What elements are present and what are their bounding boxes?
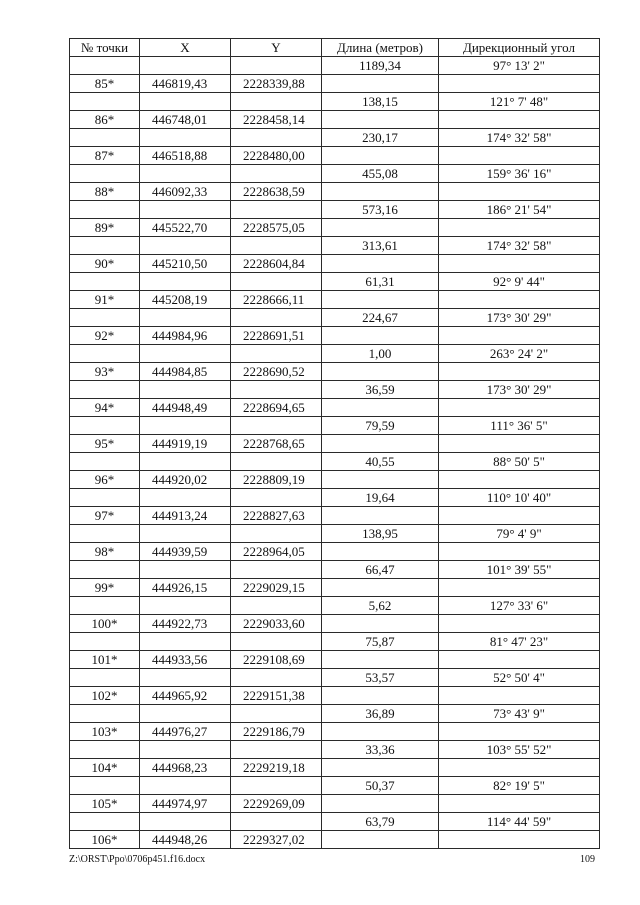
point-number-cell: 92*	[70, 327, 140, 345]
angle-cell: 92° 9' 44"	[439, 273, 600, 291]
point-number-cell: 91*	[70, 291, 140, 309]
angle-cell	[439, 759, 600, 777]
angle-cell	[439, 795, 600, 813]
point-number-cell: 104*	[70, 759, 140, 777]
x-cell: 444965,92	[140, 687, 231, 705]
segment-row	[70, 777, 600, 795]
point-row	[70, 255, 600, 273]
point-number-cell: 85*	[70, 75, 140, 93]
angle-cell: 159° 36' 16"	[439, 165, 600, 183]
x-cell	[140, 201, 231, 219]
x-cell: 444974,97	[140, 795, 231, 813]
length-cell	[322, 147, 439, 165]
x-cell	[140, 417, 231, 435]
angle-cell: 263° 24' 2"	[439, 345, 600, 363]
y-cell	[231, 201, 322, 219]
length-cell	[322, 651, 439, 669]
point-number-cell: 88*	[70, 183, 140, 201]
point-number-cell	[70, 417, 140, 435]
y-cell	[231, 57, 322, 75]
angle-cell	[439, 615, 600, 633]
point-row	[70, 435, 600, 453]
x-cell	[140, 381, 231, 399]
length-cell: 36,89	[322, 705, 439, 723]
table-header	[70, 39, 600, 57]
angle-cell: 81° 47' 23"	[439, 633, 600, 651]
angle-cell: 101° 39' 55"	[439, 561, 600, 579]
segment-row	[70, 813, 600, 831]
x-cell	[140, 813, 231, 831]
segment-row	[70, 669, 600, 687]
angle-cell: 79° 4' 9"	[439, 525, 600, 543]
angle-cell: 111° 36' 5"	[439, 417, 600, 435]
x-cell	[140, 669, 231, 687]
y-cell: 2228604,84	[231, 255, 322, 273]
y-cell	[231, 453, 322, 471]
point-number-cell: 100*	[70, 615, 140, 633]
length-cell	[322, 507, 439, 525]
length-cell: 19,64	[322, 489, 439, 507]
y-cell: 2229029,15	[231, 579, 322, 597]
length-cell: 313,61	[322, 237, 439, 255]
y-cell: 2228458,14	[231, 111, 322, 129]
angle-cell: 127° 33' 6"	[439, 597, 600, 615]
point-number-cell: 106*	[70, 831, 140, 849]
y-cell: 2229186,79	[231, 723, 322, 741]
point-number-cell	[70, 669, 140, 687]
point-row	[70, 651, 600, 669]
point-row	[70, 147, 600, 165]
length-cell	[322, 219, 439, 237]
length-cell	[322, 615, 439, 633]
x-cell: 445208,19	[140, 291, 231, 309]
x-cell: 445210,50	[140, 255, 231, 273]
angle-cell	[439, 219, 600, 237]
y-cell	[231, 633, 322, 651]
y-cell	[231, 705, 322, 723]
point-row	[70, 471, 600, 489]
x-cell: 446748,01	[140, 111, 231, 129]
x-cell	[140, 129, 231, 147]
y-cell	[231, 669, 322, 687]
length-cell	[322, 471, 439, 489]
segment-row	[70, 561, 600, 579]
angle-cell: 173° 30' 29"	[439, 309, 600, 327]
length-cell	[322, 435, 439, 453]
angle-cell: 97° 13' 2"	[439, 57, 600, 75]
x-cell: 444913,24	[140, 507, 231, 525]
y-cell: 2228964,05	[231, 543, 322, 561]
length-cell: 138,15	[322, 93, 439, 111]
point-number-cell: 95*	[70, 435, 140, 453]
length-cell: 1189,34	[322, 57, 439, 75]
y-cell: 2229327,02	[231, 831, 322, 849]
length-cell: 36,59	[322, 381, 439, 399]
point-number-cell: 94*	[70, 399, 140, 417]
y-cell	[231, 93, 322, 111]
length-cell	[322, 183, 439, 201]
y-cell	[231, 561, 322, 579]
angle-cell: 114° 44' 59"	[439, 813, 600, 831]
point-row	[70, 111, 600, 129]
angle-cell	[439, 255, 600, 273]
y-cell: 2228694,65	[231, 399, 322, 417]
segment-row	[70, 741, 600, 759]
point-number-cell: 103*	[70, 723, 140, 741]
point-row	[70, 183, 600, 201]
x-cell	[140, 561, 231, 579]
angle-cell	[439, 75, 600, 93]
point-number-cell	[70, 57, 140, 75]
length-cell	[322, 75, 439, 93]
x-cell: 444948,26	[140, 831, 231, 849]
point-number-cell	[70, 597, 140, 615]
point-number-cell: 97*	[70, 507, 140, 525]
angle-cell	[439, 723, 600, 741]
length-cell: 50,37	[322, 777, 439, 795]
point-number-cell	[70, 129, 140, 147]
segment-row	[70, 93, 600, 111]
x-cell: 446092,33	[140, 183, 231, 201]
point-row	[70, 759, 600, 777]
length-cell	[322, 723, 439, 741]
point-number-cell: 98*	[70, 543, 140, 561]
length-cell: 573,16	[322, 201, 439, 219]
segment-row	[70, 525, 600, 543]
footer-page-number: 109	[580, 854, 595, 865]
point-number-cell	[70, 813, 140, 831]
point-row	[70, 687, 600, 705]
length-cell: 455,08	[322, 165, 439, 183]
point-number-cell	[70, 633, 140, 651]
length-cell: 230,17	[322, 129, 439, 147]
y-cell: 2228827,63	[231, 507, 322, 525]
length-cell	[322, 111, 439, 129]
y-cell	[231, 309, 322, 327]
header-row	[70, 39, 600, 57]
length-cell	[322, 327, 439, 345]
x-cell: 445522,70	[140, 219, 231, 237]
angle-cell	[439, 831, 600, 849]
y-cell	[231, 813, 322, 831]
y-cell: 2228666,11	[231, 291, 322, 309]
length-cell	[322, 291, 439, 309]
x-cell	[140, 165, 231, 183]
point-row	[70, 543, 600, 561]
length-cell: 224,67	[322, 309, 439, 327]
segment-row	[70, 57, 600, 75]
segment-row	[70, 633, 600, 651]
y-cell: 2229151,38	[231, 687, 322, 705]
point-number-cell	[70, 741, 140, 759]
point-number-cell	[70, 165, 140, 183]
y-cell: 2228768,65	[231, 435, 322, 453]
y-cell	[231, 741, 322, 759]
angle-cell: 52° 50' 4"	[439, 669, 600, 687]
y-cell	[231, 525, 322, 543]
length-cell: 66,47	[322, 561, 439, 579]
y-cell	[231, 129, 322, 147]
x-cell: 444939,59	[140, 543, 231, 561]
length-cell	[322, 831, 439, 849]
x-cell: 444968,23	[140, 759, 231, 777]
length-cell	[322, 759, 439, 777]
length-cell	[322, 399, 439, 417]
point-row	[70, 75, 600, 93]
angle-cell	[439, 291, 600, 309]
length-cell: 5,62	[322, 597, 439, 615]
angle-cell	[439, 399, 600, 417]
length-cell	[322, 795, 439, 813]
x-cell	[140, 777, 231, 795]
point-number-cell: 105*	[70, 795, 140, 813]
segment-row	[70, 597, 600, 615]
y-cell	[231, 165, 322, 183]
point-row	[70, 795, 600, 813]
angle-cell: 173° 30' 29"	[439, 381, 600, 399]
y-cell: 2228638,59	[231, 183, 322, 201]
segment-row	[70, 165, 600, 183]
x-cell	[140, 597, 231, 615]
y-cell: 2229269,09	[231, 795, 322, 813]
x-cell: 446819,43	[140, 75, 231, 93]
point-number-cell: 99*	[70, 579, 140, 597]
angle-cell: 174° 32' 58"	[439, 237, 600, 255]
angle-cell: 103° 55' 52"	[439, 741, 600, 759]
x-cell	[140, 57, 231, 75]
angle-cell: 88° 50' 5"	[439, 453, 600, 471]
angle-cell	[439, 183, 600, 201]
y-cell	[231, 597, 322, 615]
y-cell	[231, 345, 322, 363]
x-cell: 444920,02	[140, 471, 231, 489]
length-cell	[322, 255, 439, 273]
y-cell: 2229219,18	[231, 759, 322, 777]
point-number-cell	[70, 201, 140, 219]
y-cell	[231, 381, 322, 399]
y-cell: 2228480,00	[231, 147, 322, 165]
x-cell	[140, 489, 231, 507]
point-row	[70, 291, 600, 309]
angle-cell	[439, 507, 600, 525]
y-cell: 2228691,51	[231, 327, 322, 345]
length-cell: 138,95	[322, 525, 439, 543]
segment-row	[70, 273, 600, 291]
length-cell: 79,59	[322, 417, 439, 435]
segment-row	[70, 129, 600, 147]
x-cell: 444922,73	[140, 615, 231, 633]
point-row	[70, 219, 600, 237]
angle-cell	[439, 651, 600, 669]
segment-row	[70, 489, 600, 507]
length-cell: 1,00	[322, 345, 439, 363]
point-number-cell: 90*	[70, 255, 140, 273]
y-cell	[231, 777, 322, 795]
segment-row	[70, 453, 600, 471]
length-cell: 53,57	[322, 669, 439, 687]
point-number-cell	[70, 489, 140, 507]
segment-row	[70, 705, 600, 723]
x-cell	[140, 237, 231, 255]
y-cell: 2229108,69	[231, 651, 322, 669]
point-row	[70, 579, 600, 597]
x-cell: 444926,15	[140, 579, 231, 597]
x-cell	[140, 453, 231, 471]
point-row	[70, 831, 600, 849]
length-cell: 61,31	[322, 273, 439, 291]
angle-cell	[439, 579, 600, 597]
header-angle: Дирекционный угол	[439, 39, 600, 57]
point-number-cell	[70, 453, 140, 471]
length-cell: 40,55	[322, 453, 439, 471]
point-number-cell	[70, 345, 140, 363]
point-row	[70, 327, 600, 345]
y-cell	[231, 417, 322, 435]
y-cell	[231, 489, 322, 507]
point-number-cell	[70, 705, 140, 723]
point-number-cell	[70, 93, 140, 111]
point-number-cell	[70, 273, 140, 291]
angle-cell	[439, 543, 600, 561]
y-cell: 2229033,60	[231, 615, 322, 633]
segment-row	[70, 381, 600, 399]
x-cell	[140, 345, 231, 363]
y-cell: 2228690,52	[231, 363, 322, 381]
y-cell: 2228809,19	[231, 471, 322, 489]
x-cell: 444984,96	[140, 327, 231, 345]
x-cell: 444948,49	[140, 399, 231, 417]
segment-row	[70, 237, 600, 255]
length-cell: 63,79	[322, 813, 439, 831]
header-point-number: № точки	[70, 39, 140, 57]
point-number-cell: 87*	[70, 147, 140, 165]
x-cell: 444919,19	[140, 435, 231, 453]
x-cell	[140, 273, 231, 291]
angle-cell: 174° 32' 58"	[439, 129, 600, 147]
point-row	[70, 507, 600, 525]
length-cell	[322, 543, 439, 561]
coordinates-table	[69, 38, 600, 849]
angle-cell: 186° 21' 54"	[439, 201, 600, 219]
x-cell	[140, 93, 231, 111]
angle-cell	[439, 435, 600, 453]
table-body	[70, 57, 600, 849]
header-length: Длина (метров)	[322, 39, 439, 57]
point-number-cell	[70, 777, 140, 795]
point-number-cell	[70, 237, 140, 255]
length-cell	[322, 579, 439, 597]
y-cell	[231, 237, 322, 255]
point-number-cell: 86*	[70, 111, 140, 129]
x-cell	[140, 525, 231, 543]
point-number-cell	[70, 561, 140, 579]
point-number-cell: 89*	[70, 219, 140, 237]
length-cell: 33,36	[322, 741, 439, 759]
x-cell: 444984,85	[140, 363, 231, 381]
angle-cell	[439, 687, 600, 705]
segment-row	[70, 309, 600, 327]
point-number-cell	[70, 525, 140, 543]
angle-cell: 121° 7' 48"	[439, 93, 600, 111]
point-number-cell: 101*	[70, 651, 140, 669]
segment-row	[70, 345, 600, 363]
length-cell	[322, 363, 439, 381]
x-cell: 444933,56	[140, 651, 231, 669]
header-x: X	[140, 39, 231, 57]
x-cell	[140, 633, 231, 651]
point-row	[70, 399, 600, 417]
point-number-cell	[70, 381, 140, 399]
footer-file-path: Z:\ORST\Ppo\0706p451.f16.docx	[69, 854, 206, 865]
angle-cell	[439, 363, 600, 381]
y-cell	[231, 273, 322, 291]
point-row	[70, 723, 600, 741]
angle-cell: 82° 19' 5"	[439, 777, 600, 795]
angle-cell: 73° 43' 9"	[439, 705, 600, 723]
point-row	[70, 615, 600, 633]
length-cell	[322, 687, 439, 705]
point-number-cell	[70, 309, 140, 327]
segment-row	[70, 417, 600, 435]
point-number-cell: 96*	[70, 471, 140, 489]
header-y: Y	[231, 39, 322, 57]
point-row	[70, 363, 600, 381]
y-cell: 2228575,05	[231, 219, 322, 237]
angle-cell	[439, 147, 600, 165]
angle-cell	[439, 327, 600, 345]
segment-row	[70, 201, 600, 219]
length-cell: 75,87	[322, 633, 439, 651]
point-number-cell: 93*	[70, 363, 140, 381]
x-cell: 446518,88	[140, 147, 231, 165]
x-cell	[140, 309, 231, 327]
y-cell: 2228339,88	[231, 75, 322, 93]
x-cell	[140, 705, 231, 723]
angle-cell: 110° 10' 40"	[439, 489, 600, 507]
point-number-cell: 102*	[70, 687, 140, 705]
angle-cell	[439, 471, 600, 489]
x-cell: 444976,27	[140, 723, 231, 741]
x-cell	[140, 741, 231, 759]
angle-cell	[439, 111, 600, 129]
